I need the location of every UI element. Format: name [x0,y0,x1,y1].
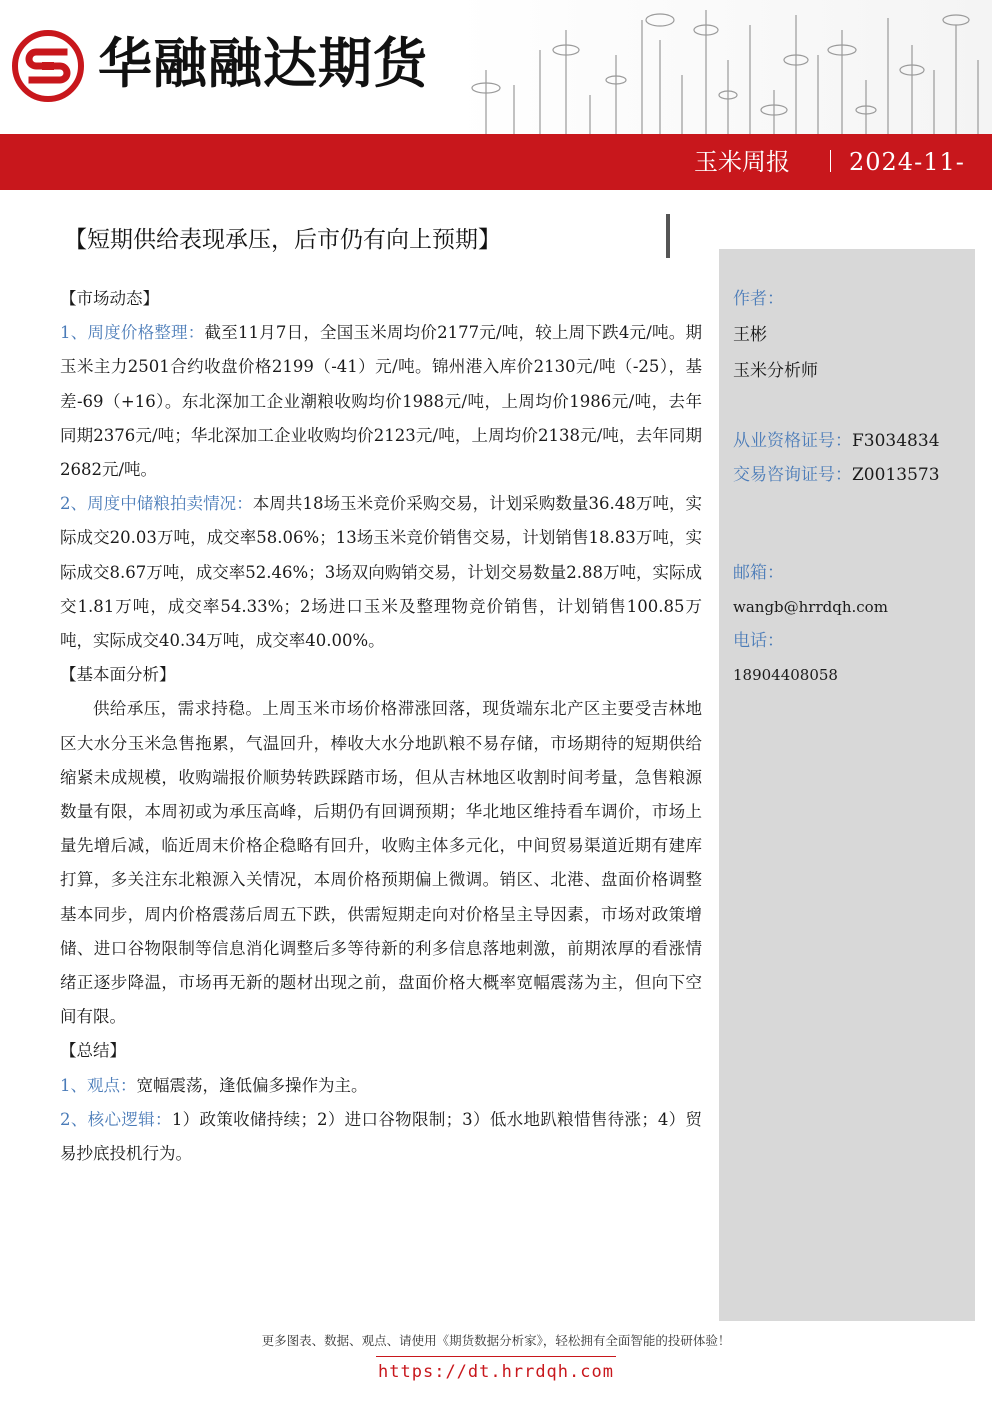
footer-promo-note: 更多图表、数据、观点、请使用《期货数据分析家》，轻松拥有全面智能的投研体验！ [261,1333,731,1348]
qualification-label: 从业资格证号： [733,431,852,451]
footer-rule [376,1356,616,1357]
phone-label: 电话： [733,631,784,651]
phone-number: 18904408058 [733,666,838,684]
report-headline: 【短期供给表现承压，后市仍有向上预期】 [64,227,501,253]
consulting-row [733,463,940,487]
summary-item-view-text: 宽幅震荡，逢低偏多操作为主。 [136,1075,368,1095]
company-logo-icon [12,30,84,102]
author-title: 玉米分析师 [733,361,818,381]
author-label: 作者： [733,289,784,309]
summary-item-logic-text: 1）政策收储持续；2）进口谷物限制；3）低水地趴粮惜售待涨；4）贸易抄底投机行为。 [60,1109,703,1164]
summary-item-view-lead: 1、观点： [60,1075,137,1095]
report-header [0,0,992,232]
summary-item-logic [60,1103,702,1171]
brand-name: 华融融达期货 [98,32,428,95]
market-item-auction [60,487,702,658]
consulting-label: 交易咨询证号： [733,465,852,485]
market-item-price-lead: 1、周度价格整理： [60,323,205,343]
market-item-price [60,316,702,487]
qualification-no: F3034834 [852,431,940,451]
report-date: 2024-11-11 [849,148,965,232]
email-label: 邮箱： [733,563,784,583]
qualification-row [733,429,940,453]
market-item-auction-text: 本周共18场玉米竞价采购交易，计划采购数量36.48万吨，实际成交20.03万吨，成交率58.06%；13场玉米竞价销售交易，计划销售18.83万吨，实际成交8.67万吨，成交率52.46%；3场双向购销交易，计划交易数量2.88万吨，实际成交1.81万吨，成交率54.33%；2场进口玉米及整理物竞价销售，计划销售100.85万吨，实际成交40.34万吨，成交率40.00%。 [60,494,703,651]
author-sidebar [719,249,975,1321]
report-title-bar [0,134,992,232]
section-heading-fundamentals: 【基本面分析】 [60,665,176,685]
headline-rule [666,214,670,258]
fundamentals-text: 供给承压，需求持稳。上周玉米市场价格滞涨回落，现货端东北产区主要受吉林地区大水分玉米急售拖累，气温回升，棒收大水分地趴粮不易存储，市场期待的短期供给缩紧未成规模，收购端报价顺势转跌踩踏市场，但从吉林地区收割时间考量，急售粮源数量有限，本周初或为承压高峰，后期仍有回调预期；华北地区维持看车调价，市场上量先增后减，临近周末价格企稳略有回升，收购主体多元化，中间贸易渠道近期有建库打算，多关注东北粮源入关情况，本周价格预期偏上微调。销区、北港、盘面价格调整基本同步，周内价格震荡后周五下跌，供需短期走向对价格呈主导因素，市场对政策增储、进口谷物限制等信息消化调整后多等待新的利多信息落地刺激，前期浓厚的看涨情绪正逐步降温，市场再无新的题材出现之前，盘面价格大概率宽幅震荡为主，但向下空间有限。 [60,699,702,1027]
footer-url-link[interactable]: https://dt.hrrdqh.com [378,1362,614,1382]
title-bar-divider [830,150,831,172]
section-heading-summary: 【总结】 [60,1041,126,1061]
market-item-auction-lead: 2、周度中储粮拍卖情况： [60,494,253,514]
header-decoration-pattern [456,0,992,134]
report-body [60,282,702,1171]
section-heading-market: 【市场动态】 [60,289,159,308]
email-address[interactable]: wangb@hrrdqh.com [733,598,888,616]
summary-item-logic-lead: 2、核心逻辑： [60,1109,172,1129]
author-name: 王彬 [733,325,767,345]
consulting-no: Z0013573 [852,465,940,485]
summary-item-view [60,1069,702,1103]
report-type: 玉米周报 [694,148,790,176]
market-item-price-text: 截至11月7日，全国玉米周均价2177元/吨，较上周下跌4元/吨。期玉米主力2501合约收盘价格2199（-41）元/吨。锦州港入库价2130元/吨（-25），基差-69（+16）。东北深加工企业潮粮收购均价1988元/吨，上周均价1986元/吨，去年同期2376元/吨；华北深加工企业收购均价2123元/吨，上周均价2138元/吨，去年同期2682元/吨。 [60,323,703,480]
